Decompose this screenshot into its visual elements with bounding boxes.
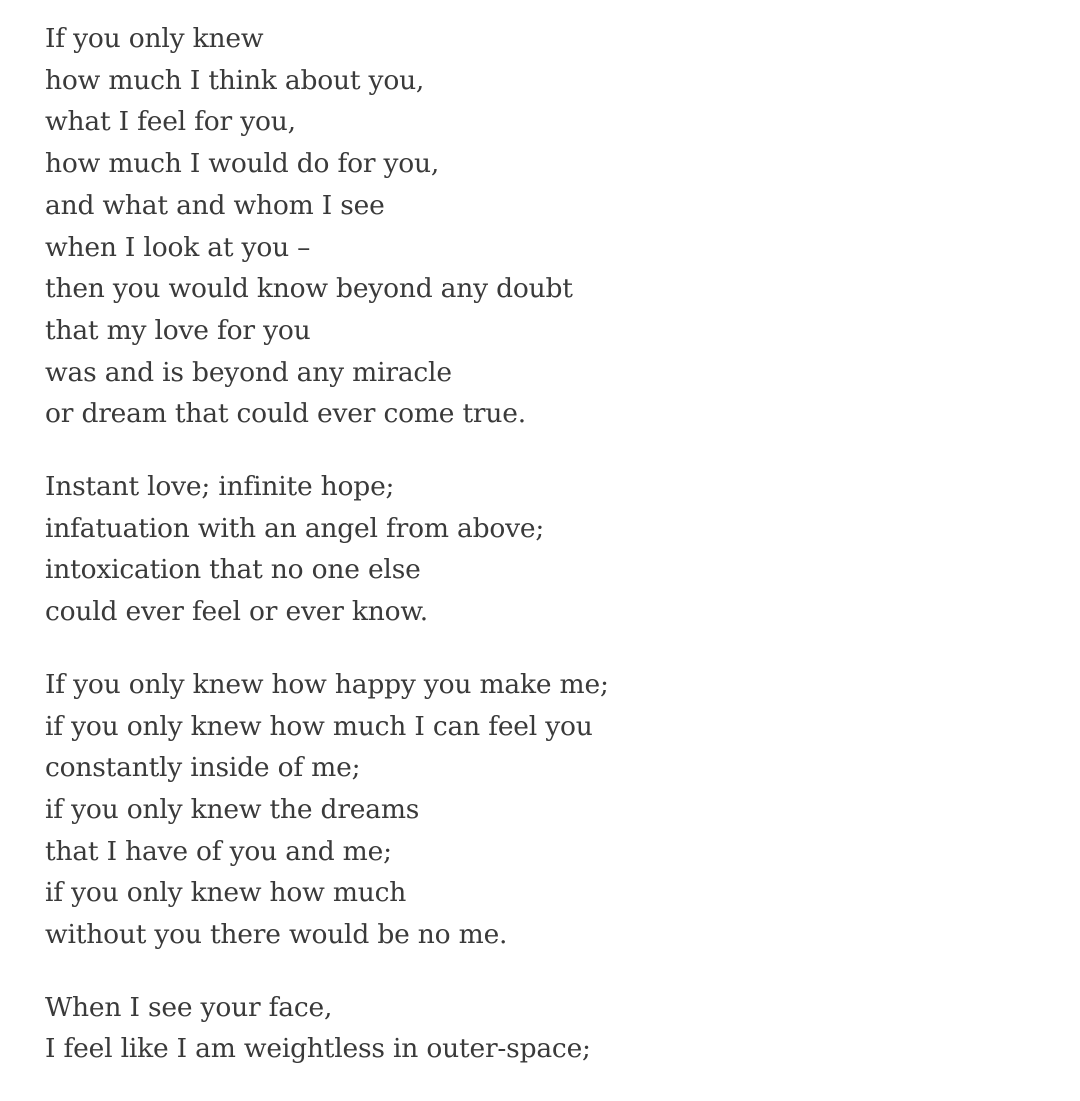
poem-line: was and is beyond any miracle bbox=[45, 356, 452, 388]
poem-line: if you only knew how much I can feel you bbox=[45, 710, 593, 742]
poem-line: infatuation with an angel from above; bbox=[45, 512, 545, 544]
poem-text bbox=[45, 18, 1045, 1101]
stanza-1 bbox=[45, 18, 1045, 435]
poem-line: that my love for you bbox=[45, 314, 311, 346]
stanza-2 bbox=[45, 466, 1045, 633]
poem-line: what I feel for you, bbox=[45, 106, 296, 138]
poem-line: I feel like I am weightless in outer-space; bbox=[45, 1033, 591, 1065]
poem-line: how much I would do for you, bbox=[45, 148, 440, 180]
stanza-4 bbox=[45, 987, 1045, 1070]
poem-line: and what and whom I see bbox=[45, 189, 385, 221]
poem-line: constantly inside of me; bbox=[45, 752, 361, 784]
poem-line: when I look at you – bbox=[45, 231, 311, 263]
poem-line: could ever feel or ever know. bbox=[45, 596, 428, 628]
poem-line: When I see your face, bbox=[45, 991, 333, 1023]
poem-line: without you there would be no me. bbox=[45, 919, 508, 951]
stanza-3 bbox=[45, 664, 1045, 956]
poem-line: or dream that could ever come true. bbox=[45, 398, 526, 430]
poem-line: how much I think about you, bbox=[45, 64, 425, 96]
poem-line: if you only knew the dreams bbox=[45, 793, 420, 825]
poem-line: intoxication that no one else bbox=[45, 554, 421, 586]
poem-line: If you only knew bbox=[45, 23, 264, 54]
poem-line: If you only knew how happy you make me; bbox=[45, 668, 609, 700]
poem-line: Instant love; infinite hope; bbox=[45, 471, 395, 503]
poem-line: if you only knew how much bbox=[45, 877, 407, 909]
poem-line: then you would know beyond any doubt bbox=[45, 273, 573, 305]
poem-line: that I have of you and me; bbox=[45, 835, 392, 867]
